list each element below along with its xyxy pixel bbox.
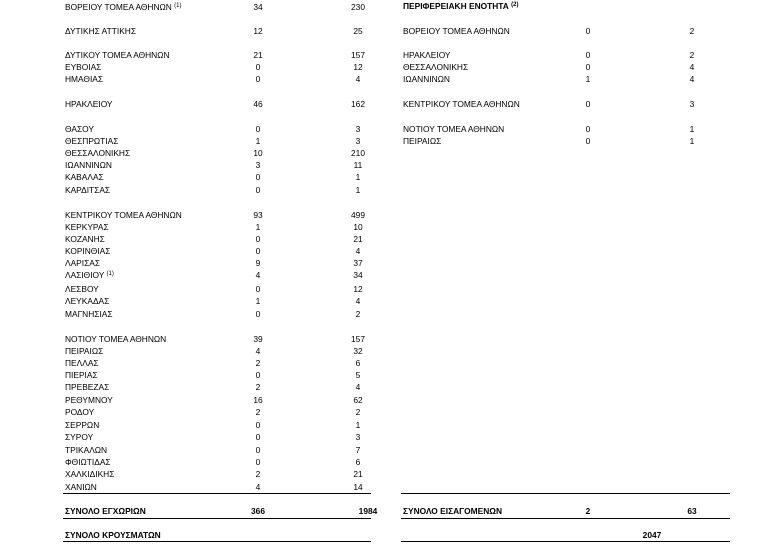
local-cases: 0 <box>255 246 261 256</box>
region-name: ΗΜΑΘΙΑΣ <box>65 74 104 84</box>
local-cases: 34 <box>253 2 263 12</box>
region-name: ΝΟΤΙΟΥ ΤΟΜΕΑ ΑΘΗΝΩΝ <box>403 124 505 134</box>
total-cases: 37 <box>353 258 363 268</box>
header-label: ΠΕΡΙΦΕΡΕΙΑΚΗ ΕΝΟΤΗΤΑ $^{(2)}$ <box>403 1 519 11</box>
local-cases: 0 <box>255 74 261 84</box>
local-cases: 21 <box>253 50 263 60</box>
total-cases: 4 <box>689 74 695 84</box>
local-cases: 0 <box>255 445 261 455</box>
local-cases: 0 <box>255 309 261 319</box>
local-cases: 93 <box>253 210 263 220</box>
region-name: ΚΟΖΑΝΗΣ <box>65 234 105 244</box>
region-name: ΛΕΣΒΟΥ <box>65 284 99 294</box>
total-cases: 5 <box>355 370 361 380</box>
local-cases: 0 <box>585 26 591 36</box>
footnote-mark: (1) <box>174 3 182 9</box>
local-cases: 46 <box>253 99 263 109</box>
local-cases: 0 <box>255 432 261 442</box>
region-name: ΚΕΡΚΥΡΑΣ <box>65 222 109 232</box>
total-cases: 1 <box>689 124 695 134</box>
imported-total-value: 63 <box>687 506 697 516</box>
region-name: ΚΕΝΤΡΙΚΟΥ ΤΟΜΕΑ ΑΘΗΝΩΝ <box>65 210 182 220</box>
total-cases: 12 <box>353 284 363 294</box>
region-name: ΚΑΡΔΙΤΣΑΣ <box>65 185 111 195</box>
imported-total-label: ΣΥΝΟΛΟ ΕΙΣΑΓΟΜΕΝΩΝ <box>403 506 503 516</box>
region-name: ΝΟΤΙΟΥ ΤΟΜΕΑ ΑΘΗΝΩΝ <box>65 334 167 344</box>
total-cases: 1 <box>689 136 695 146</box>
footnote-mark: (1) <box>106 271 114 277</box>
local-cases: 4 <box>255 346 261 356</box>
total-cases: 32 <box>353 346 363 356</box>
region-name: ΒΟΡΕΙΟΥ ΤΟΜΕΑ ΑΘΗΝΩΝ <box>403 26 510 36</box>
total-cases: 157 <box>351 50 365 60</box>
local-cases: 0 <box>255 62 261 72</box>
region-name: ΘΑΣΟΥ <box>65 124 94 134</box>
region-name: ΤΡΙΚΑΛΩΝ <box>65 445 108 455</box>
region-name: ΘΕΣΣΑΛΟΝΙΚΗΣ <box>65 148 131 158</box>
region-name: ΡΟΔΟΥ <box>65 407 95 417</box>
region-name: ΚΕΝΤΡΙΚΟΥ ΤΟΜΕΑ ΑΘΗΝΩΝ <box>403 99 520 109</box>
divider-domestic-top <box>63 493 371 494</box>
local-cases: 2 <box>255 382 261 392</box>
region-name: ΘΕΣΣΑΛΟΝΙΚΗΣ <box>403 62 469 72</box>
total-cases: 2 <box>689 50 695 60</box>
total-cases: 210 <box>351 148 365 158</box>
total-cases: 14 <box>353 482 363 492</box>
total-cases: 12 <box>353 62 363 72</box>
region-name: ΧΑΝΙΩΝ <box>65 482 97 492</box>
local-cases: 0 <box>255 172 261 182</box>
region-name: ΠΕΙΡΑΙΩΣ <box>403 136 442 146</box>
local-cases: 12 <box>253 26 263 36</box>
total-cases: 4 <box>355 382 361 392</box>
local-cases: 1 <box>255 136 261 146</box>
total-cases: 21 <box>353 234 363 244</box>
region-name: ΣΥΡΟΥ <box>65 432 94 442</box>
region-name: ΙΩΑΝΝΙΝΩΝ <box>403 74 450 84</box>
total-cases: 1 <box>355 420 361 430</box>
local-cases: 0 <box>585 136 591 146</box>
local-cases: 1 <box>255 222 261 232</box>
region-name: ΘΕΣΠΡΩΤΙΑΣ <box>65 136 119 146</box>
total-cases: 4 <box>689 62 695 72</box>
local-cases: 0 <box>255 234 261 244</box>
total-cases: 2 <box>689 26 695 36</box>
total-cases: 11 <box>353 160 363 170</box>
domestic-total-label: ΣΥΝΟΛΟ ΕΓΧΩΡΙΩΝ <box>65 506 146 516</box>
local-cases: 2 <box>255 358 261 368</box>
region-name: ΠΙΕΡΙΑΣ <box>65 370 98 380</box>
total-cases: 3 <box>355 432 361 442</box>
region-name: ΛΑΡΙΣΑΣ <box>65 258 101 268</box>
local-cases: 0 <box>585 62 591 72</box>
total-cases: 7 <box>355 445 361 455</box>
local-cases: 0 <box>255 370 261 380</box>
total-cases: 10 <box>353 222 363 232</box>
divider-domestic-bottom <box>63 518 371 519</box>
local-cases: 0 <box>585 99 591 109</box>
local-cases: 0 <box>585 50 591 60</box>
region-name: ΚΟΡΙΝΘΙΑΣ <box>65 246 111 256</box>
local-cases: 39 <box>253 334 263 344</box>
region-name: ΠΕΙΡΑΙΩΣ <box>65 346 104 356</box>
local-cases: 1 <box>585 74 591 84</box>
region-name: ΚΑΒΑΛΑΣ <box>65 172 104 182</box>
region-name: ΠΕΛΛΑΣ <box>65 358 99 368</box>
local-cases: 0 <box>585 124 591 134</box>
total-cases: 62 <box>353 395 363 405</box>
total-cases: 162 <box>351 99 365 109</box>
domestic-total-value: 1984 <box>358 506 378 516</box>
total-cases: 6 <box>355 358 361 368</box>
local-cases: 0 <box>255 457 261 467</box>
local-cases: 0 <box>255 420 261 430</box>
region-name: ΡΕΘΥΜΝΟΥ <box>65 395 113 405</box>
total-cases: 499 <box>351 210 365 220</box>
region-name: ΠΡΕΒΕΖΑΣ <box>65 382 110 392</box>
total-cases: 4 <box>355 296 361 306</box>
local-cases: 4 <box>255 482 261 492</box>
region-name: ΗΡΑΚΛΕΙΟΥ <box>403 50 451 60</box>
cases-total-label: ΣΥΝΟΛΟ ΚΡΟΥΣΜΑΤΩΝ <box>65 530 161 540</box>
region-name: ΧΑΛΚΙΔΙΚΗΣ <box>65 469 115 479</box>
total-cases: 4 <box>355 74 361 84</box>
divider-cases-left <box>63 541 371 542</box>
total-cases: 3 <box>355 136 361 146</box>
local-cases: 0 <box>255 124 261 134</box>
total-cases: 230 <box>351 2 365 12</box>
region-name: ΔΥΤΙΚΗΣ ΑΤΤΙΚΗΣ <box>65 26 137 36</box>
total-cases: 25 <box>353 26 363 36</box>
local-cases: 4 <box>255 270 261 280</box>
total-cases: 1 <box>355 172 361 182</box>
total-cases: 2 <box>355 309 361 319</box>
local-cases: 2 <box>255 407 261 417</box>
region-name: ΒΟΡΕΙΟΥ ΤΟΜΕΑ ΑΘΗΝΩΝ $^{(1)}$ <box>65 2 182 12</box>
local-cases: 1 <box>255 296 261 306</box>
region-name: ΜΑΓΝΗΣΙΑΣ <box>65 309 113 319</box>
local-cases: 16 <box>253 395 263 405</box>
total-cases: 2 <box>355 407 361 417</box>
total-cases: 6 <box>355 457 361 467</box>
region-name: ΕΥΒΟΙΑΣ <box>65 62 102 72</box>
local-cases: 0 <box>255 185 261 195</box>
domestic-total-local: 366 <box>251 506 265 516</box>
region-name: ΔΥΤΙΚΟΥ ΤΟΜΕΑ ΑΘΗΝΩΝ <box>65 50 170 60</box>
local-cases: 10 <box>253 148 263 158</box>
local-cases: 2 <box>255 469 261 479</box>
divider-imported-top <box>401 493 730 494</box>
region-name: ΛΑΣΙΘΙΟΥ $^{(1)}$ <box>65 270 114 280</box>
divider-imported-bottom <box>401 518 730 519</box>
total-cases: 34 <box>353 270 363 280</box>
region-name: ΣΕΡΡΩΝ <box>65 420 100 430</box>
region-name: ΙΩΑΝΝΙΝΩΝ <box>65 160 112 170</box>
cases-total-value: 2047 <box>642 530 662 540</box>
divider-cases-right <box>401 541 730 542</box>
region-name: ΗΡΑΚΛΕΙΟΥ <box>65 99 113 109</box>
imported-total-local: 2 <box>585 506 591 516</box>
total-cases: 157 <box>351 334 365 344</box>
total-cases: 1 <box>355 185 361 195</box>
region-name: ΛΕΥΚΑΔΑΣ <box>65 296 110 306</box>
total-cases: 21 <box>353 469 363 479</box>
total-cases: 4 <box>355 246 361 256</box>
total-cases: 3 <box>689 99 695 109</box>
local-cases: 9 <box>255 258 261 268</box>
local-cases: 0 <box>255 284 261 294</box>
total-cases: 3 <box>355 124 361 134</box>
local-cases: 3 <box>255 160 261 170</box>
region-name: ΦΘΙΩΤΙΔΑΣ <box>65 457 111 467</box>
